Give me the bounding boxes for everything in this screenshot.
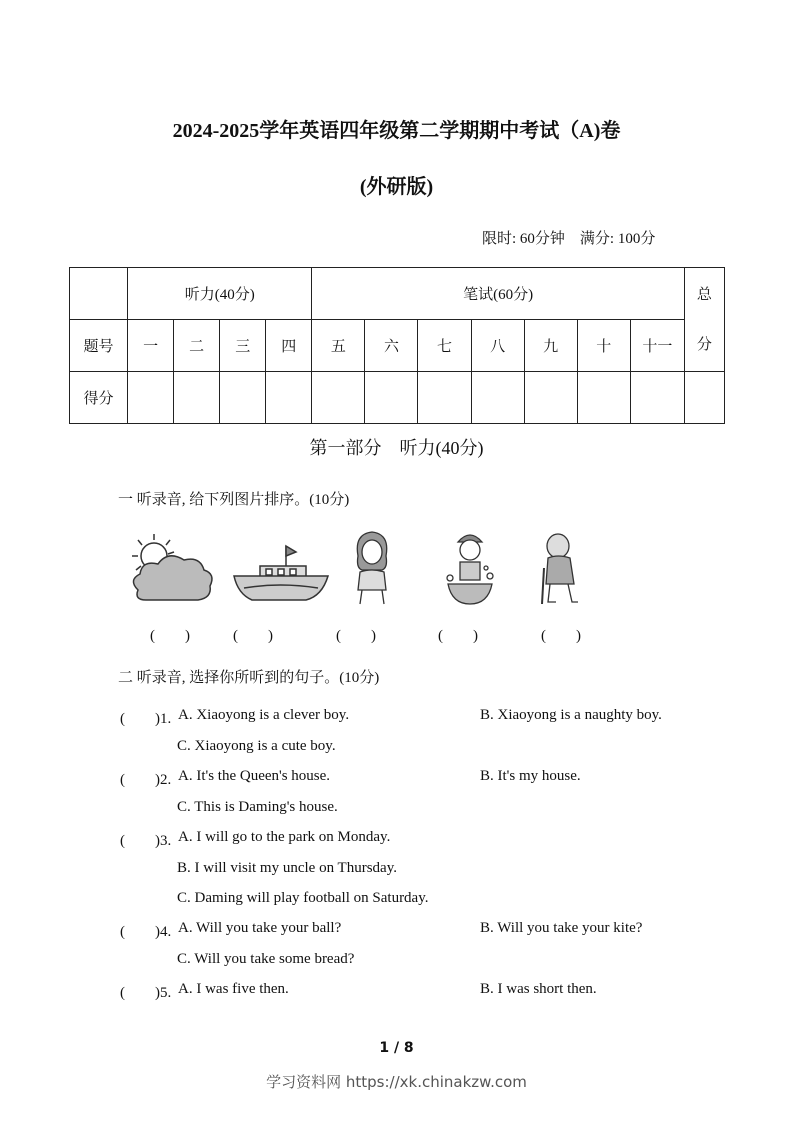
- column-header: 九: [524, 320, 577, 372]
- row-label-number: 题号: [70, 320, 128, 372]
- column-header: 十一: [630, 320, 684, 372]
- option-b: B. I will visit my uncle on Thursday.: [177, 860, 397, 876]
- column-header: 一: [128, 320, 174, 372]
- score-cell[interactable]: [524, 372, 577, 424]
- sun-cloud-icon: [124, 528, 216, 606]
- order-blank[interactable]: ( ): [336, 628, 376, 644]
- score-cell[interactable]: [630, 372, 684, 424]
- question-number[interactable]: ( )2.: [120, 772, 172, 788]
- score-cell[interactable]: [418, 372, 471, 424]
- boat-icon: [230, 528, 332, 606]
- order-blank[interactable]: ( ): [541, 628, 581, 644]
- score-table: [69, 267, 725, 424]
- column-header: 六: [365, 320, 418, 372]
- order-blank[interactable]: ( ): [150, 628, 190, 644]
- option-a: A. Xiaoyong is a clever boy.: [178, 707, 350, 723]
- question-number[interactable]: ( )1.: [120, 711, 172, 727]
- exam-title: 2024-2025学年英语四年级第二学期期中考试（A)卷: [172, 120, 621, 142]
- option-c: C. Daming will play football on Saturday.: [177, 890, 429, 906]
- question-number[interactable]: ( )5.: [120, 985, 172, 1001]
- column-header: 三: [220, 320, 266, 372]
- score-cell[interactable]: [577, 372, 630, 424]
- question-number[interactable]: ( )4.: [120, 924, 172, 940]
- section2-heading: 二 听录音, 选择你所听到的句子。(10分): [118, 670, 380, 686]
- old-man-icon: [532, 528, 588, 608]
- total-header: [684, 268, 724, 372]
- order-blank[interactable]: ( ): [438, 628, 478, 644]
- time-limit: 限时: 60分钟 满分: 100分: [482, 231, 656, 247]
- option-a: A. It's the Queen's house.: [178, 768, 331, 784]
- column-header: 八: [471, 320, 524, 372]
- total-header-text: 总分: [696, 286, 712, 353]
- listening-header: 听力(40分): [128, 268, 312, 320]
- table-corner-cell: [70, 268, 128, 320]
- footer-watermark: 学习资料网 https://xk.chinakzw.com: [266, 1073, 527, 1091]
- option-b: B. It's my house.: [480, 768, 581, 784]
- option-a: A. Will you take your ball?: [178, 920, 342, 936]
- score-cell[interactable]: [365, 372, 418, 424]
- question-number[interactable]: ( )3.: [120, 833, 172, 849]
- score-cell[interactable]: [266, 372, 312, 424]
- column-header: 二: [174, 320, 220, 372]
- option-b: B. Xiaoyong is a naughty boy.: [480, 707, 662, 723]
- column-header: 十: [577, 320, 630, 372]
- score-cell[interactable]: [312, 372, 365, 424]
- order-blank[interactable]: ( ): [233, 628, 273, 644]
- option-c: C. Xiaoyong is a cute boy.: [177, 738, 336, 754]
- score-cell[interactable]: [684, 372, 724, 424]
- column-header: 五: [312, 320, 365, 372]
- row-label-score: 得分: [70, 372, 128, 424]
- score-cell[interactable]: [220, 372, 266, 424]
- exam-subtitle: (外研版): [359, 176, 434, 198]
- option-b: B. Will you take your kite?: [480, 920, 643, 936]
- score-cell[interactable]: [174, 372, 220, 424]
- writing-header: 笔试(60分): [312, 268, 685, 320]
- option-c: C. This is Daming's house.: [177, 799, 338, 815]
- option-a: A. I will go to the park on Monday.: [178, 829, 391, 845]
- part-title: 第一部分 听力(40分): [309, 438, 484, 458]
- score-cell[interactable]: [128, 372, 174, 424]
- column-header: 七: [418, 320, 471, 372]
- score-cell[interactable]: [471, 372, 524, 424]
- option-b: B. I was short then.: [480, 981, 597, 997]
- option-a: A. I was five then.: [178, 981, 289, 997]
- page-number: 1 / 8: [379, 1040, 414, 1056]
- section1-heading: 一 听录音, 给下列图片排序。(10分): [118, 492, 350, 508]
- boy-washing-icon: [440, 528, 500, 608]
- column-header: 四: [266, 320, 312, 372]
- option-c: C. Will you take some bread?: [177, 951, 355, 967]
- girl-icon: [348, 528, 396, 608]
